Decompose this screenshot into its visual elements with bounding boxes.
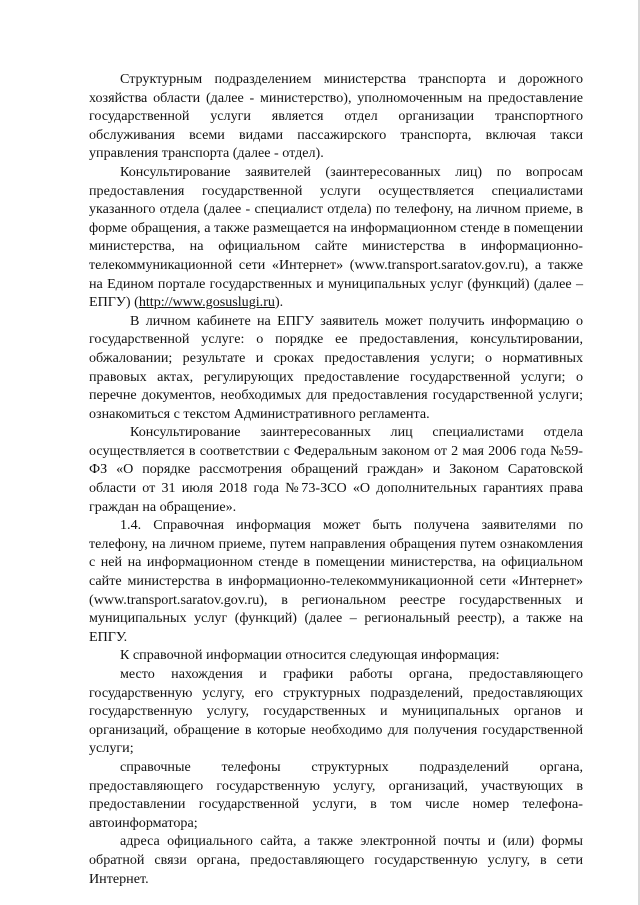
consultation-text: Консультирование заявителей (заинтересованных лиц) по вопросам предоставления государственной услуги осуществляется специалистами указанного отдела (далее - специалист отдела) по телефону, на личном приеме, в форме обращения, а также размещается на информационном стенде в помещении министерства, на официальном сайте министерства в информационно-телекоммуникационной сети «Интернет» (www.transport.saratov.gov.ru), а также на Едином портале государственных и муниципальных услуг (функций) (далее – ЕПГУ) ( xyxy=(89,163,583,311)
gosuslugi-link[interactable]: http://www.gosuslugi.ru xyxy=(138,294,275,311)
paragraph-addresses: адреса официального сайта, а также электронной почты и (или) формы обратной связи органа, предоставляющего государственную услугу, в сети Интернет. xyxy=(89,833,583,887)
paragraph-phones: справочные телефоны структурных подразделений органа, предоставляющего государственную услугу, организаций, участвующих в предоставлении государственной услуги, в том числе номер телефона-автоинформатора; xyxy=(89,758,583,831)
paragraph-personal-cabinet: В личном кабинете на ЕПГУ заявитель может получить информацию о государственной услуге: о порядке ее предоставления, консультировании, обжаловании; результате и сроках предоставления услуги; о нормативных правовых актах, регулирующих предоставление государственной услуги; о перечне документов, необходимых для предоставления государственной услуги; ознакомиться с текстом Административного регламента. xyxy=(89,312,583,422)
paragraph-reference-intro: К справочной информации относится следующая информация: xyxy=(120,647,500,664)
paragraph-location-schedule: место нахождения и графики работы органа, предоставляющего государственную услугу, его структурных подразделений, предоставляющих государственную услугу, государственных и муниципальных органов и организаций, обращение в которые необходимо для получения государственной услуги; xyxy=(89,666,583,757)
paragraph-structural-unit: Структурным подразделением министерства транспорта и дорожного хозяйства области (далее - министерство), уполномоченным на предоставление государственной услуги является отдел организации транспортного обслуживания всеми видами пассажирского транспорта, включая такси управления транспорта (далее - отдел). xyxy=(89,71,583,162)
consultation-text-end: ). xyxy=(274,294,284,311)
paragraph-reference-info: 1.4. Справочная информация может быть получена заявителями по телефону, на личном приеме, путем направления обращения путем ознакомления с ней на информационном стенде в помещении министерства, на официальном сайте министерства в информационно-телекоммуникационной сети «Интернет» (www.transport.saratov.gov.ru), в региональном реестре государственных и муниципальных услуг (функций) (далее – региональный реестр), а также на ЕПГУ. xyxy=(89,517,583,645)
paragraph-consultation xyxy=(89,163,583,312)
document-page xyxy=(89,70,583,888)
paragraph-consultation-law: Консультирование заинтересованных лиц специалистами отдела осуществляется в соответствии с Федеральным законом от 2 мая 2006 года №59-ФЗ «О порядке рассмотрения обращений граждан» и Законом Саратовской области от 31 июля 2018 года №73-ЗСО «О дополнительных гарантиях права граждан на обращение». xyxy=(89,424,583,515)
